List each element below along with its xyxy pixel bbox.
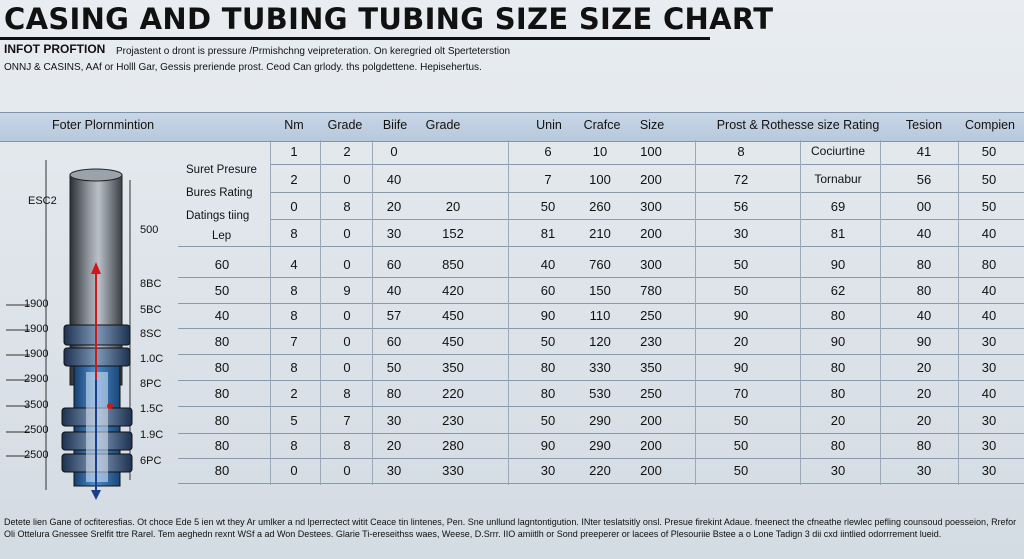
table-cell: 81 xyxy=(540,226,556,241)
left-header: Foter Plornmintion xyxy=(52,118,155,132)
table-cell: 30 xyxy=(540,463,556,478)
table-cell: 2 xyxy=(290,386,298,401)
table-cell: 350 xyxy=(640,360,662,375)
table-cell: 8 xyxy=(290,308,298,323)
table-cell: 20 xyxy=(830,413,846,428)
table-cell: 260 xyxy=(589,199,611,214)
table-cell: 50 xyxy=(540,413,556,428)
table-cell: 40 xyxy=(981,386,997,401)
table-cell: 56 xyxy=(916,172,932,187)
table-cell: 420 xyxy=(442,283,464,298)
table-cell: 50 xyxy=(733,413,749,428)
table-cell: 40 xyxy=(386,283,402,298)
scale-label: 8BC xyxy=(140,278,162,290)
row-divider xyxy=(178,433,1024,434)
subheading: INFOT PROFTION xyxy=(4,42,106,56)
row-divider xyxy=(270,192,1024,193)
table-cell: 4 xyxy=(290,257,298,272)
table-cell: 10 xyxy=(592,144,608,159)
table-cell: 50 xyxy=(981,144,997,159)
table-cell: 80 xyxy=(916,438,932,453)
table-cell: Tornabur xyxy=(814,172,862,186)
table-cell: 100 xyxy=(640,144,662,159)
table-cell: 8 xyxy=(290,226,298,241)
table-cell: 6 xyxy=(544,144,552,159)
depth-label: 1900 xyxy=(24,323,49,335)
table-cell: 850 xyxy=(442,257,464,272)
table-cell: 8 xyxy=(290,360,298,375)
table-cell: 200 xyxy=(640,413,662,428)
table-cell: 80 xyxy=(214,463,230,478)
table-cell: 90 xyxy=(540,308,556,323)
table-cell: 50 xyxy=(540,334,556,349)
table-cell: 8 xyxy=(290,438,298,453)
table-cell: 300 xyxy=(640,257,662,272)
depth-label: 1900 xyxy=(24,298,49,310)
table-cell: 30 xyxy=(386,463,402,478)
table-cell: 41 xyxy=(916,144,932,159)
table-cell: 50 xyxy=(214,283,230,298)
column-header: Compien xyxy=(964,118,1016,132)
column-header: Prost & Rothesse size Rating xyxy=(716,118,880,132)
table-cell: 40 xyxy=(386,172,402,187)
table-cell: 60 xyxy=(540,283,556,298)
table-cell: 280 xyxy=(442,438,464,453)
depth-label: 2500 xyxy=(24,424,49,436)
table-cell: 250 xyxy=(640,386,662,401)
table-cell: 8 xyxy=(290,283,298,298)
row-divider xyxy=(178,246,1024,247)
left-label-lep: Lep xyxy=(212,230,232,242)
table-cell: 90 xyxy=(830,334,846,349)
table-cell: 60 xyxy=(386,334,402,349)
table-cell: 80 xyxy=(214,334,230,349)
table-cell: 80 xyxy=(916,283,932,298)
column-header: Biife xyxy=(382,118,408,132)
table-cell: 81 xyxy=(830,226,846,241)
scale-label: 5BC xyxy=(140,304,162,316)
table-cell: 7 xyxy=(544,172,552,187)
scale-label: 500 xyxy=(140,224,159,236)
table-cell: 1 xyxy=(290,144,298,159)
column-header: Unin xyxy=(536,118,562,132)
table-cell: 40 xyxy=(981,283,997,298)
table-cell: 20 xyxy=(386,199,402,214)
table-cell: 70 xyxy=(733,386,749,401)
column-header: Grade xyxy=(327,118,363,132)
table-cell: 20 xyxy=(916,413,932,428)
table-cell: 0 xyxy=(343,360,351,375)
depth-label: 2900 xyxy=(24,373,49,385)
table-cell: 30 xyxy=(830,463,846,478)
table-cell: 530 xyxy=(589,386,611,401)
table-cell: 80 xyxy=(916,257,932,272)
table-cell: 90 xyxy=(540,438,556,453)
table-cell: 40 xyxy=(981,308,997,323)
row-divider xyxy=(270,219,1024,220)
table-cell: 90 xyxy=(830,257,846,272)
esc-label: ESC2 xyxy=(28,195,57,207)
table-cell: 0 xyxy=(290,199,298,214)
table-cell: 00 xyxy=(916,199,932,214)
table-cell: 40 xyxy=(916,226,932,241)
column-header: Grade xyxy=(425,118,461,132)
table-cell: 90 xyxy=(733,360,749,375)
scale-label: 8PC xyxy=(140,378,162,390)
table-cell: 90 xyxy=(733,308,749,323)
table-cell: 20 xyxy=(445,199,461,214)
scale-label: 1.5C xyxy=(140,403,164,415)
table-cell: 152 xyxy=(442,226,464,241)
column-divider xyxy=(880,140,881,485)
depth-label: 2500 xyxy=(24,449,49,461)
table-cell: 0 xyxy=(390,144,398,159)
table-cell: 290 xyxy=(589,413,611,428)
table-cell: 200 xyxy=(640,226,662,241)
scale-label: 1.0C xyxy=(140,353,164,365)
table-cell: 40 xyxy=(916,308,932,323)
scale-label: 8SC xyxy=(140,328,162,340)
table-cell: 80 xyxy=(830,308,846,323)
table-cell: 330 xyxy=(442,463,464,478)
table-cell: 30 xyxy=(981,463,997,478)
table-cell: 450 xyxy=(442,308,464,323)
table-cell: 5 xyxy=(290,413,298,428)
table-cell: 80 xyxy=(830,386,846,401)
table-cell: 30 xyxy=(916,463,932,478)
table-cell: 100 xyxy=(589,172,611,187)
column-header: Crafce xyxy=(583,118,621,132)
table-cell: 62 xyxy=(830,283,846,298)
table-cell: 50 xyxy=(733,257,749,272)
table-cell: 30 xyxy=(733,226,749,241)
table-cell: 230 xyxy=(442,413,464,428)
table-cell: 50 xyxy=(981,199,997,214)
table-cell: 72 xyxy=(733,172,749,187)
table-cell: 40 xyxy=(540,257,556,272)
row-divider xyxy=(178,303,1024,304)
table-cell: 40 xyxy=(214,308,230,323)
column-divider xyxy=(958,140,959,485)
table-cell: 50 xyxy=(733,438,749,453)
table-cell: 0 xyxy=(343,226,351,241)
table-cell: 20 xyxy=(916,360,932,375)
table-cell: 230 xyxy=(640,334,662,349)
column-divider xyxy=(508,140,509,485)
row-divider xyxy=(178,354,1024,355)
row-divider xyxy=(270,164,1024,165)
table-cell: 60 xyxy=(386,257,402,272)
depth-label: 3500 xyxy=(24,399,49,411)
table-cell: 7 xyxy=(343,413,351,428)
table-cell: 8 xyxy=(343,386,351,401)
table-cell: 220 xyxy=(442,386,464,401)
row-divider xyxy=(178,406,1024,407)
table-cell: 0 xyxy=(290,463,298,478)
table-cell: 69 xyxy=(830,199,846,214)
table-cell: 57 xyxy=(386,308,402,323)
table-cell: 90 xyxy=(916,334,932,349)
table-cell: 150 xyxy=(589,283,611,298)
table-cell: 210 xyxy=(589,226,611,241)
table-cell: 20 xyxy=(916,386,932,401)
scale-label: 1.9C xyxy=(140,429,164,441)
table-cell: 50 xyxy=(540,199,556,214)
table-cell: 110 xyxy=(589,308,611,323)
table-cell: 20 xyxy=(733,334,749,349)
table-cell: 80 xyxy=(214,386,230,401)
table-cell: 50 xyxy=(733,283,749,298)
table-cell: 60 xyxy=(214,257,230,272)
page-title: CASING AND TUBING TUBING SIZE SIZE CHART xyxy=(4,2,774,36)
table-cell: 80 xyxy=(540,360,556,375)
intro-line-2: ONNJ & CASINS, AAf or Holll Gar, Gessis preriende prost. Ceod Can grlody. ths polgdettene. Hepisehertus. xyxy=(4,62,482,73)
column-header: Nm xyxy=(284,118,304,132)
table-cell: 0 xyxy=(343,308,351,323)
table-cell: 0 xyxy=(343,257,351,272)
table-cell: 250 xyxy=(640,308,662,323)
row-divider xyxy=(178,483,1024,484)
left-label-burst-rating: Bures Rating xyxy=(186,187,253,199)
title-underline xyxy=(0,37,710,40)
table-cell: 30 xyxy=(386,413,402,428)
table-cell: 80 xyxy=(830,360,846,375)
table-cell: 7 xyxy=(290,334,298,349)
table-cell: 50 xyxy=(981,172,997,187)
table-cell: 80 xyxy=(386,386,402,401)
table-cell: 2 xyxy=(343,144,351,159)
table-cell: 30 xyxy=(981,413,997,428)
table-cell: 8 xyxy=(737,144,745,159)
depth-label: 1900 xyxy=(24,348,49,360)
row-divider xyxy=(178,380,1024,381)
table-cell: 30 xyxy=(981,334,997,349)
table-cell: 50 xyxy=(386,360,402,375)
table-cell: 0 xyxy=(343,463,351,478)
table-cell: 80 xyxy=(214,413,230,428)
table-cell: 0 xyxy=(343,172,351,187)
table-cell: Cociurtine xyxy=(810,144,866,158)
left-label-datings: Datings tiing xyxy=(186,210,250,222)
table-cell: 200 xyxy=(640,438,662,453)
left-label-surest-pressure: Suret Presure xyxy=(186,164,257,176)
table-cell: 450 xyxy=(442,334,464,349)
footnote: Detete lien Gane of ocfiteresfias. Ot choce Ede 5 ien wt they Ar umlker a nd lperrectect witit Ceace tin lintenes, Pen. Sne unllund lagntontigution. INter teslatsitly onsl. Presue firekint Adaue. fneenect the cfneathe rlewlec pefling counsoud poesseion, Rrefor Oli Ottelura Gnessee Srelfit ttre Rarel. Tem aeghedn rexnt WSf a ad Won Destees. Glarie Ti-ereseithss waes, Weese, D.Srrr. IIO amiitlh or Sond preeperer or lacees of Plesouriie Bstee a o Lone Tadign 3 dii cxd iintlied odorrrement lueid. xyxy=(4,517,1017,539)
table-cell: 8 xyxy=(343,199,351,214)
table-cell: 80 xyxy=(981,257,997,272)
column-header: Size xyxy=(639,118,665,132)
row-divider xyxy=(178,328,1024,329)
intro-line-1: Projastent o dront is pressure /Prmishchng veipreteration. On keregried olt Sperteterstion xyxy=(116,46,511,57)
table-cell: 30 xyxy=(386,226,402,241)
table-cell: 300 xyxy=(640,199,662,214)
table-cell: 200 xyxy=(640,463,662,478)
table-cell: 330 xyxy=(589,360,611,375)
row-divider xyxy=(178,458,1024,459)
table-cell: 2 xyxy=(290,172,298,187)
table-cell: 200 xyxy=(640,172,662,187)
table-cell: 290 xyxy=(589,438,611,453)
column-divider xyxy=(270,140,271,485)
table-cell: 80 xyxy=(214,438,230,453)
table-cell: 50 xyxy=(733,463,749,478)
table-cell: 30 xyxy=(981,360,997,375)
table-cell: 350 xyxy=(442,360,464,375)
table-cell: 80 xyxy=(830,438,846,453)
row-divider xyxy=(178,277,1024,278)
table-cell: 120 xyxy=(589,334,611,349)
column-divider xyxy=(320,140,321,485)
table-cell: 8 xyxy=(343,438,351,453)
scale-label: 6PC xyxy=(140,455,162,467)
column-divider xyxy=(695,140,696,485)
table-cell: 780 xyxy=(640,283,662,298)
column-header: Tesion xyxy=(905,118,943,132)
table-cell: 80 xyxy=(214,360,230,375)
table-cell: 40 xyxy=(981,226,997,241)
table-cell: 30 xyxy=(981,438,997,453)
table-cell: 56 xyxy=(733,199,749,214)
table-cell: 80 xyxy=(540,386,556,401)
table-cell: 760 xyxy=(589,257,611,272)
table-cell: 9 xyxy=(343,283,351,298)
table-cell: 0 xyxy=(343,334,351,349)
table-cell: 20 xyxy=(386,438,402,453)
column-divider xyxy=(800,140,801,485)
table-cell: 220 xyxy=(589,463,611,478)
